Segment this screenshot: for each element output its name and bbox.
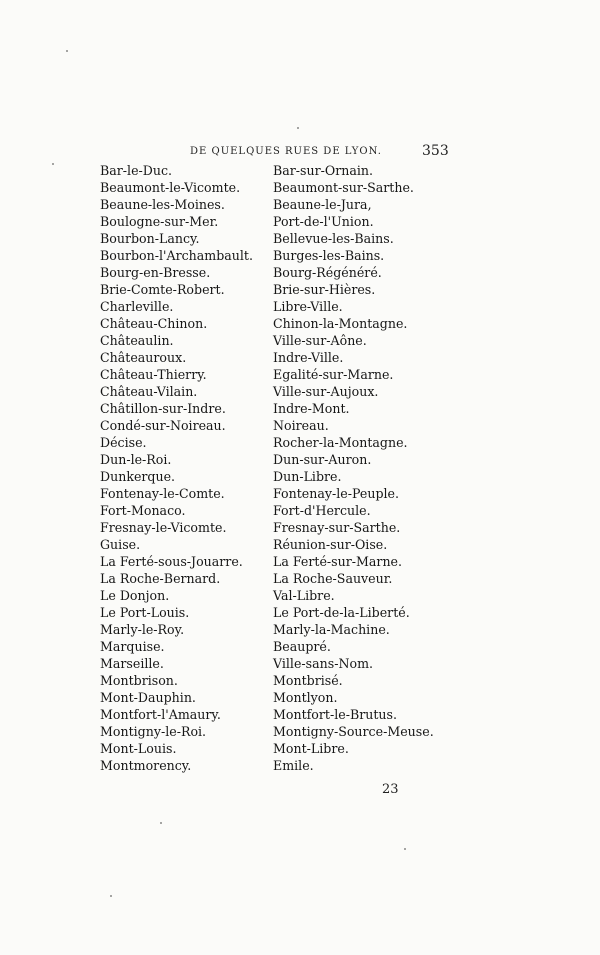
old-town-name: Brie-Comte-Robert.: [100, 282, 225, 297]
new-town-name: Réunion-sur-Oise.: [273, 537, 388, 552]
new-town-name: Beaune-le-Jura,: [273, 197, 372, 212]
paper-speck: [160, 822, 162, 824]
old-town-name: Bourg-en-Bresse.: [100, 265, 211, 280]
new-town-name: Noireau.: [273, 418, 329, 433]
old-town-name: Montbrison.: [100, 673, 178, 688]
new-town-name: Chinon-la-Montagne.: [273, 316, 408, 331]
old-town-name: Marly-le-Roy.: [100, 622, 185, 637]
old-town-name: Fort-Monaco.: [100, 503, 186, 518]
paper-speck: [66, 50, 68, 52]
new-names-column: [273, 162, 473, 774]
new-town-name: Ville-sur-Aône.: [273, 333, 367, 348]
old-town-name: Décise.: [100, 435, 147, 450]
old-town-name: Montmorency.: [100, 758, 192, 773]
new-town-name: Bellevue-les-Bains.: [273, 231, 394, 246]
paper-speck: [297, 127, 299, 129]
new-town-name: Montlyon.: [273, 690, 338, 705]
old-town-name: La Ferté-sous-Jouarre.: [100, 554, 243, 569]
old-town-name: Fontenay-le-Comte.: [100, 486, 225, 501]
new-town-name: Val-Libre.: [273, 588, 335, 603]
old-town-name: Beaune-les-Moines.: [100, 197, 225, 212]
new-town-name: Le Port-de-la-Liberté.: [273, 605, 410, 620]
old-town-name: Montfort-l'Amaury.: [100, 707, 221, 722]
old-town-name: La Roche-Bernard.: [100, 571, 221, 586]
new-town-name: Indre-Mont.: [273, 401, 350, 416]
new-town-name: La Roche-Sauveur.: [273, 571, 393, 586]
old-names-column: [100, 162, 270, 774]
new-town-name: Montbrisé.: [273, 673, 343, 688]
new-town-name: Dun-sur-Auron.: [273, 452, 372, 467]
old-town-name: Bourbon-l'Archambault.: [100, 248, 253, 263]
new-town-name: Ville-sur-Aujoux.: [273, 384, 379, 399]
new-town-name: Montfort-le-Brutus.: [273, 707, 397, 722]
new-town-name: Port-de-l'Union.: [273, 214, 374, 229]
paper-speck: [52, 163, 54, 165]
old-town-name: Marseille.: [100, 656, 164, 671]
old-town-name: Château-Thierry.: [100, 367, 207, 382]
old-town-name: Château-Chinon.: [100, 316, 208, 331]
new-town-name: Dun-Libre.: [273, 469, 342, 484]
new-town-name: Ville-sans-Nom.: [273, 656, 374, 671]
old-town-name: Mont-Dauphin.: [100, 690, 196, 705]
old-town-name: Marquise.: [100, 639, 165, 654]
old-town-name: Le Donjon.: [100, 588, 170, 603]
old-town-name: Châteauroux.: [100, 350, 187, 365]
new-town-name: Egalité-sur-Marne.: [273, 367, 394, 382]
new-town-name: Fontenay-le-Peuple.: [273, 486, 399, 501]
new-town-name: Fresnay-sur-Sarthe.: [273, 520, 401, 535]
page-number: 353: [422, 143, 449, 159]
new-town-name: Rocher-la-Montagne.: [273, 435, 408, 450]
new-town-name: La Ferté-sur-Marne.: [273, 554, 403, 569]
new-town-name: Beaupré.: [273, 639, 331, 654]
old-town-name: Beaumont-le-Vicomte.: [100, 180, 241, 195]
new-town-name: Emile.: [273, 758, 314, 773]
old-town-name: Dun-le-Roi.: [100, 452, 172, 467]
new-town-name: Montigny-Source-Meuse.: [273, 724, 434, 739]
new-town-name: Indre-Ville.: [273, 350, 344, 365]
new-town-name: Burges-les-Bains.: [273, 248, 385, 263]
new-town-name: Beaumont-sur-Sarthe.: [273, 180, 414, 195]
old-town-name: Châteaulin.: [100, 333, 174, 348]
old-town-name: Le Port-Louis.: [100, 605, 190, 620]
paper-speck: [404, 848, 406, 850]
old-town-name: Dunkerque.: [100, 469, 176, 484]
old-town-name: Guise.: [100, 537, 141, 552]
new-town-name: Bar-sur-Ornain.: [273, 163, 373, 178]
old-town-name: Fresnay-le-Vicomte.: [100, 520, 227, 535]
new-town-name: Marly-la-Machine.: [273, 622, 390, 637]
old-town-name: Châtillon-sur-Indre.: [100, 401, 226, 416]
old-town-name: Montigny-le-Roi.: [100, 724, 207, 739]
old-town-name: Château-Vilain.: [100, 384, 198, 399]
new-town-name: Bourg-Régénéré.: [273, 265, 382, 280]
new-town-name: Brie-sur-Hières.: [273, 282, 376, 297]
old-town-name: Mont-Louis.: [100, 741, 177, 756]
old-town-name: Condé-sur-Noireau.: [100, 418, 226, 433]
paper-speck: [110, 895, 112, 897]
old-town-name: Bar-le-Duc.: [100, 163, 173, 178]
running-title: DE QUELQUES RUES DE LYON.: [190, 146, 382, 157]
new-town-name: Mont-Libre.: [273, 741, 349, 756]
old-town-name: Bourbon-Lancy.: [100, 231, 200, 246]
old-town-name: Boulogne-sur-Mer.: [100, 214, 219, 229]
old-town-name: Charleville.: [100, 299, 174, 314]
new-town-name: Libre-Ville.: [273, 299, 343, 314]
new-town-name: Fort-d'Hercule.: [273, 503, 371, 518]
signature-mark: 23: [382, 782, 399, 797]
